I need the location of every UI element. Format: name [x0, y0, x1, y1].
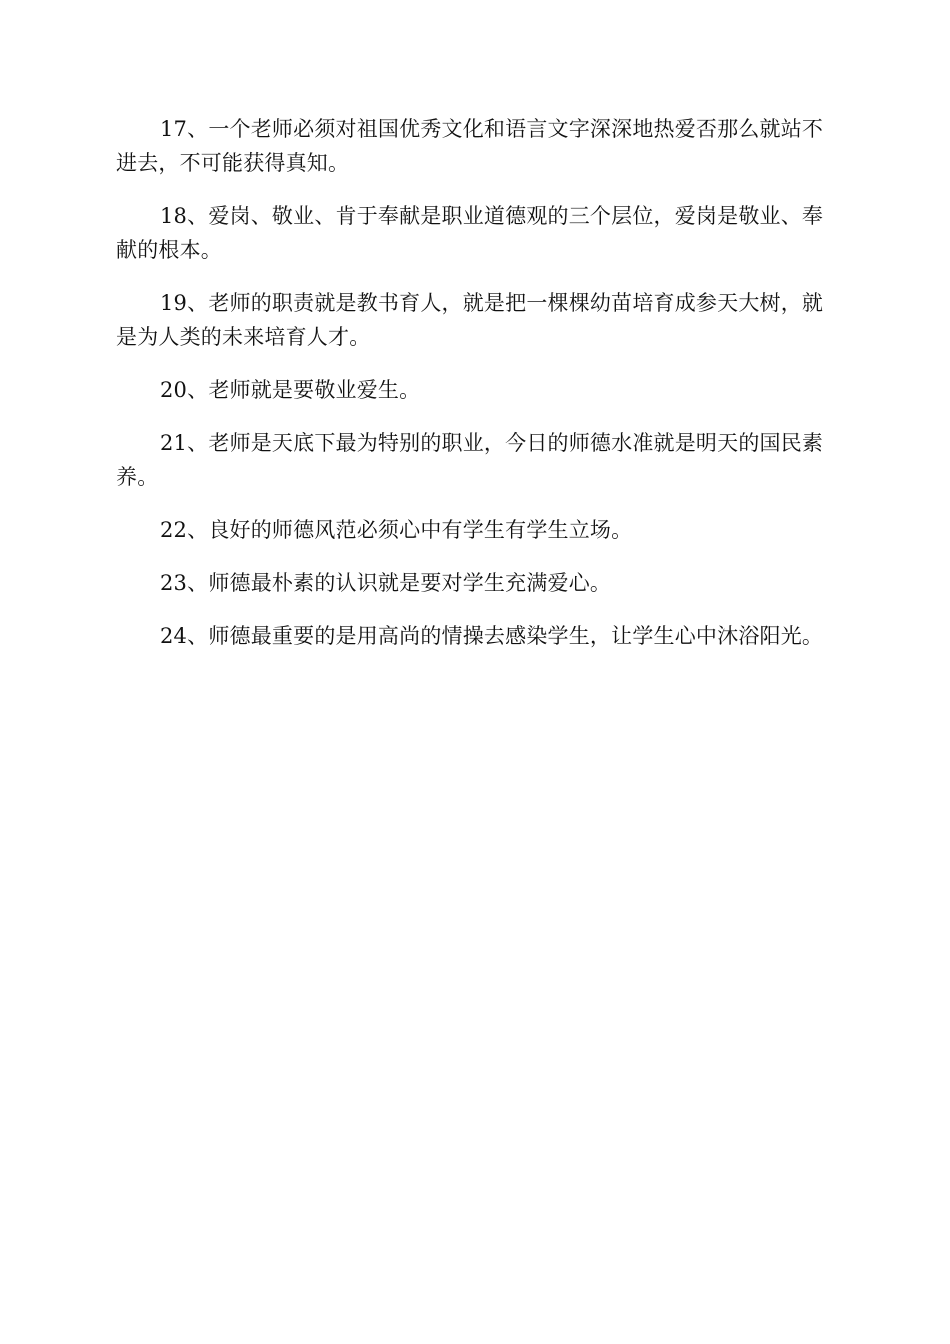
paragraph-22: 22、良好的师德风范必须心中有学生有学生立场。 — [160, 518, 633, 542]
document-body — [116, 112, 834, 672]
paragraph-19: 19、老师的职责就是教书育人，就是把一棵棵幼苗培育成参天大树，就是为人类的未来培育人才。 — [116, 291, 824, 349]
paragraph-23: 23、师德最朴素的认识就是要对学生充满爱心。 — [160, 571, 612, 595]
paragraph-21: 21、老师是天底下最为特别的职业，今日的师德水准就是明天的国民素养。 — [116, 431, 824, 489]
paragraph-24: 24、师德最重要的是用高尚的情操去感染学生，让学生心中沐浴阳光。 — [160, 624, 824, 648]
paragraph-20: 20、老师就是要敬业爱生。 — [160, 378, 421, 402]
paragraph-17: 17、一个老师必须对祖国优秀文化和语言文字深深地热爱否那么就站不进去，不可能获得真知。 — [116, 117, 824, 175]
paragraph-18: 18、爱岗、敬业、肯于奉献是职业道德观的三个层位，爱岗是敬业、奉献的根本。 — [116, 204, 824, 262]
